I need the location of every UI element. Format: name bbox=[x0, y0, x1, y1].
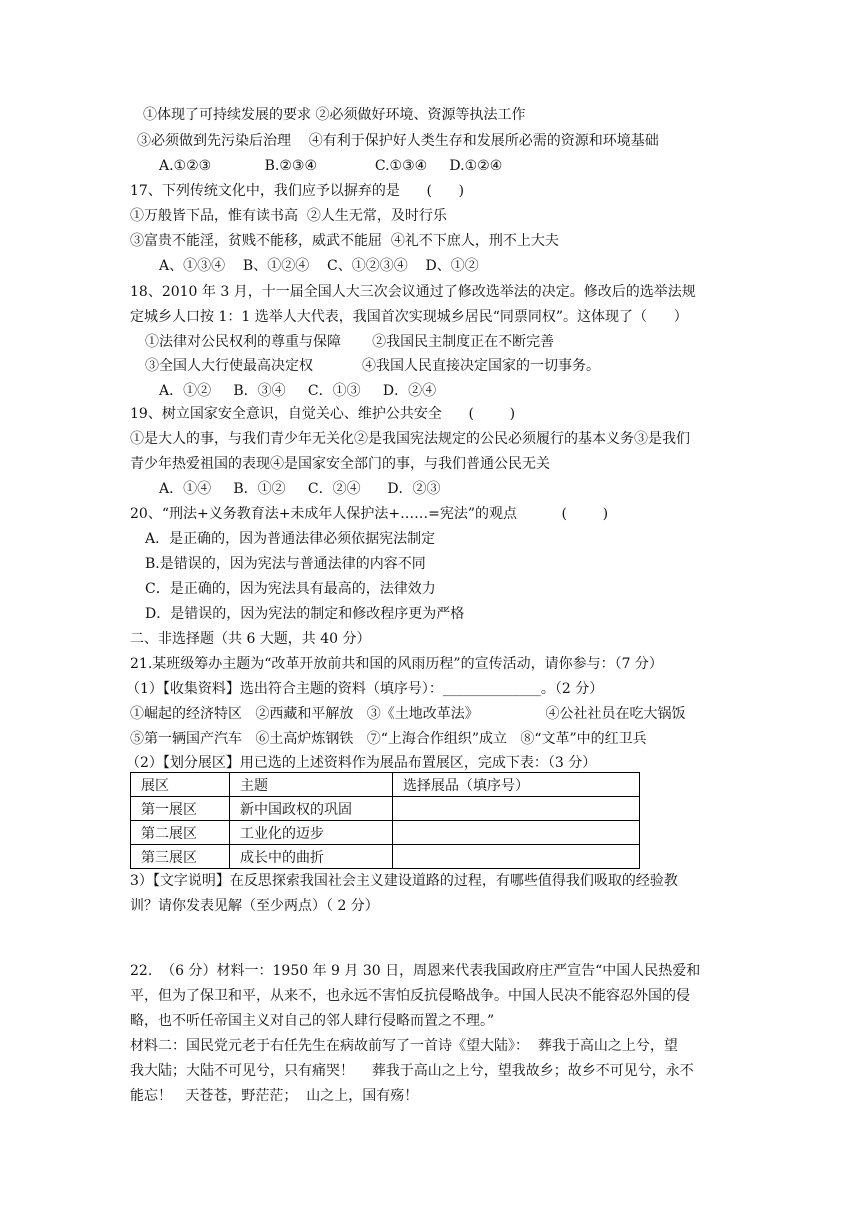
table-row bbox=[131, 797, 640, 821]
q22-line1: 22. （6 分）材料一：1950 年 9 月 30 日，周恩来代表我国政府庄严宣告“中国人民热爱和 bbox=[130, 963, 701, 979]
table-cell: 第三展区 bbox=[131, 845, 230, 869]
table-header-cell: 展区 bbox=[131, 773, 230, 797]
table-cell: 工业化的迈步 bbox=[230, 821, 393, 845]
q19-stem: 19、树立国家安全意识，自觉关心、维护公共安全 ( ) bbox=[130, 406, 516, 422]
q17-options-line1: ①万般皆下品，惟有读书高 ②人生无常，及时行乐 bbox=[130, 208, 447, 224]
q17-options-line2: ③富贵不能淫，贫贱不能移，威武不能屈 ④礼不下庶人，刑不上大夫 bbox=[130, 233, 559, 249]
q19-options-line2: 青少年热爱祖国的表现④是国家安全部门的事，与我们普通公民无关 bbox=[130, 456, 550, 472]
q19-options-line1: ①是大人的事，与我们青少年无关化②是我国宪法规定的公民必须履行的基本义务③是我们 bbox=[130, 431, 690, 447]
q18-options-line1: ①法律对公民权利的尊重与保障 ②我国民主制度正在不断完善 bbox=[145, 334, 555, 350]
q21-stem: 21.某班级筹办主题为“改革开放前共和国的风雨历程”的宣传活动，请你参与：（7 分） bbox=[130, 656, 663, 672]
q22-line5: 我大陆；大陆不可见兮，只有痛哭！ 葬我于高山之上兮，望我故乡；故乡不可见兮，永不 bbox=[130, 1063, 694, 1079]
q18-answers: A．①② B．③④ C．①③ D．②④ bbox=[159, 383, 437, 399]
q18-stem-line2: 定城乡人口按 1：1 选举人大代表，我国首次实现城乡居民“同票同权”。这体现了（ ） bbox=[130, 309, 688, 325]
q21-part3-line2: 训？请你发表见解（至少两点）（ 2 分） bbox=[130, 898, 379, 914]
q22-line3: 略，也不听任帝国主义对自己的邻人肆行侵略而置之不理。” bbox=[130, 1013, 495, 1029]
q21-part1: （1）【收集资料】选出符合主题的资料（填序号）：______________。（2 分） bbox=[126, 681, 604, 697]
q18-options-line2: ③全国人大行使最高决定权 ④我国人民直接决定国家的一切事务。 bbox=[145, 358, 600, 374]
q21-part3-line1: 3）【文字说明】在反思探索我国社会主义建设道路的过程，有哪些值得我们吸取的经验教 bbox=[130, 873, 678, 889]
table-row bbox=[131, 821, 640, 845]
table-cell: 成长中的曲折 bbox=[230, 845, 393, 869]
q18-stem-line1: 18、2010 年 3 月，十一届全国人大三次会议通过了修改选举法的决定。修改后的选举法规 bbox=[130, 284, 696, 300]
table-header-row bbox=[131, 773, 640, 797]
q16-answers: A.①②③ B.②③④ C.①③④ D.①②④ bbox=[159, 158, 503, 174]
table-cell bbox=[393, 797, 640, 821]
q16-options-line2: ③必须做到先污染后治理 ④有利于保护好人类生存和发展所必需的资源和环境基础 bbox=[137, 133, 659, 149]
q22-line4: 材料二：国民党元老于右任先生在病故前写了一首诗《望大陆》： 葬我于高山之上兮，望 bbox=[130, 1038, 678, 1054]
q21-part2: （2）【划分展区】用已选的上述资料作为展品布置展区，完成下表：（3 分） bbox=[126, 755, 597, 771]
q22-line6: 能忘！ 天苍苍，野茫茫； 山之上，国有殇！ bbox=[130, 1088, 419, 1104]
table-cell: 第二展区 bbox=[131, 821, 230, 845]
table-cell bbox=[393, 845, 640, 869]
table-cell: 新中国政权的巩固 bbox=[230, 797, 393, 821]
table-row bbox=[131, 845, 640, 869]
q21-materials-line2: ⑤第一辆国产汽车 ⑥土高炉炼钢铁 ⑦“上海合作组织”成立 ⑧“文革”中的红卫兵 bbox=[130, 731, 647, 747]
q16-options-line1: ①体现了可持续发展的要求 ②必须做好环境、资源等执法工作 bbox=[143, 107, 526, 123]
q20-option-b: B.是错误的，因为宪法与普通法律的内容不同 bbox=[145, 556, 426, 572]
q22-line2: 平，但为了保卫和平，从来不，也永远不害怕反抗侵略战争。中国人民决不能容忍外国的侵 bbox=[130, 988, 690, 1004]
table-header-cell: 选择展品（填序号） bbox=[393, 773, 640, 797]
table-cell: 第一展区 bbox=[131, 797, 230, 821]
q20-option-d: D．是错误的，因为宪法的制定和修改程序更为严格 bbox=[145, 606, 465, 622]
q20-option-c: C．是正确的，因为宪法具有最高的，法律效力 bbox=[145, 581, 436, 597]
section-heading: 二、非选择题（共 6 大题，共 40 分） bbox=[130, 631, 371, 647]
q21-materials-line1: ①崛起的经济特区 ②西藏和平解放 ③《土地改革法》 ④公社社员在吃大锅饭 bbox=[130, 706, 686, 722]
table-cell bbox=[393, 821, 640, 845]
q17-answers: A、①③④ B、①②④ C、①②③④ D、①② bbox=[159, 258, 479, 274]
q20-option-a: A．是正确的，因为普通法律必须依据宪法制定 bbox=[145, 531, 436, 547]
q17-stem: 17、下列传统文化中，我们应予以摒弃的是 ( ) bbox=[130, 183, 465, 199]
q20-stem: 20、“刑法+义务教育法+未成年人保护法+……=宪法”的观点 ( ) bbox=[130, 506, 609, 522]
table-header-cell: 主题 bbox=[230, 773, 393, 797]
q19-answers: A．①④ B．①② C．②④ D．②③ bbox=[159, 481, 441, 497]
exhibit-table bbox=[130, 772, 640, 869]
